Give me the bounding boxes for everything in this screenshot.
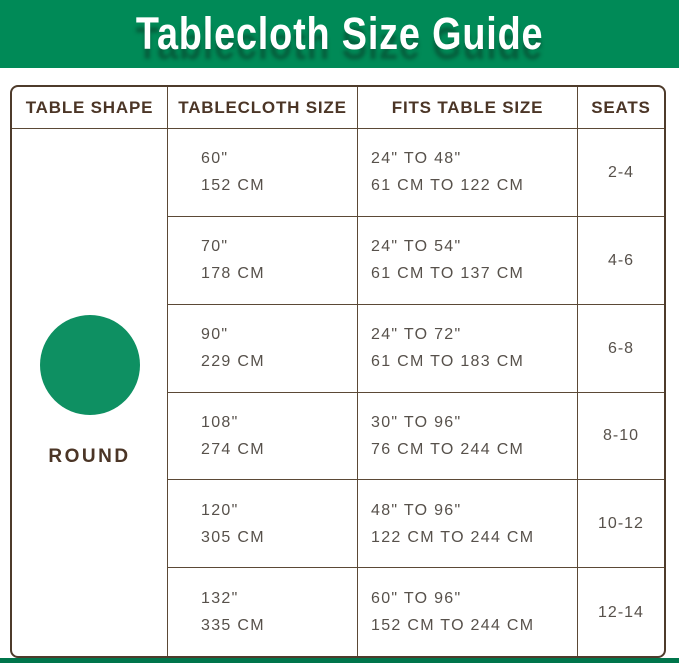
- shape-label: ROUND: [48, 446, 131, 467]
- size-inches: 108": [201, 413, 239, 431]
- fits-cell: [358, 480, 578, 568]
- seats-cell: 10-12: [578, 480, 664, 568]
- fits-cm: 61 CM TO 183 CM: [371, 353, 525, 371]
- table-row: [168, 129, 358, 217]
- bottom-accent-strip: [0, 658, 679, 663]
- table-row: [168, 305, 358, 393]
- fits-inches: 24" TO 48": [371, 150, 462, 168]
- size-cm: 152 CM: [201, 177, 265, 195]
- size-cm: 178 CM: [201, 265, 265, 283]
- page-title: Tablecloth Size Guide: [135, 8, 544, 59]
- round-shape-icon: [40, 315, 140, 415]
- header-tablecloth-size: TABLECLOTH SIZE: [168, 87, 358, 129]
- size-guide-table: [10, 85, 666, 658]
- size-inches: 132": [201, 590, 239, 608]
- fits-inches: 24" TO 72": [371, 326, 462, 344]
- table-row: [168, 568, 358, 656]
- seats-cell: 12-14: [598, 603, 644, 621]
- size-inches: 120": [201, 501, 239, 519]
- fits-cm: 122 CM TO 244 CM: [371, 528, 535, 546]
- table-row: [168, 480, 358, 568]
- fits-cell: [358, 393, 578, 481]
- size-inches: 70": [201, 238, 229, 256]
- size-cm: 274 CM: [201, 440, 265, 458]
- fits-cell: [358, 568, 578, 656]
- header-seats: SEATS: [578, 87, 664, 129]
- size-inches: 90": [201, 326, 229, 344]
- seats-cell: 4-6: [578, 217, 664, 305]
- size-cm: 335 CM: [201, 617, 265, 635]
- fits-cell: [358, 217, 578, 305]
- table-row: [168, 217, 358, 305]
- seats-cell: 2-4: [578, 129, 664, 217]
- size-cm: 305 CM: [201, 528, 265, 546]
- fits-cm: 61 CM TO 122 CM: [371, 177, 525, 195]
- fits-cm: 76 CM TO 244 CM: [371, 440, 525, 458]
- header-table-shape: TABLE SHAPE: [12, 87, 168, 129]
- seats-cell: 8-10: [578, 393, 664, 481]
- fits-cell: [358, 129, 578, 217]
- seats-cell: 6-8: [578, 305, 664, 393]
- size-inches: 60": [201, 150, 229, 168]
- fits-inches: 30" TO 96": [371, 413, 462, 431]
- fits-cm: 152 CM TO 244 CM: [371, 617, 535, 635]
- fits-cm: 61 CM TO 137 CM: [371, 265, 525, 283]
- shape-cell-round: [12, 129, 168, 656]
- fits-inches: 24" TO 54": [371, 238, 462, 256]
- fits-inches: 60" TO 96": [371, 590, 462, 608]
- table-row: [168, 393, 358, 481]
- size-cm: 229 CM: [201, 353, 265, 371]
- fits-inches: 48" TO 96": [371, 501, 462, 519]
- fits-cell: [358, 305, 578, 393]
- title-band: [0, 0, 679, 68]
- header-fits-table-size: FITS TABLE SIZE: [358, 87, 578, 129]
